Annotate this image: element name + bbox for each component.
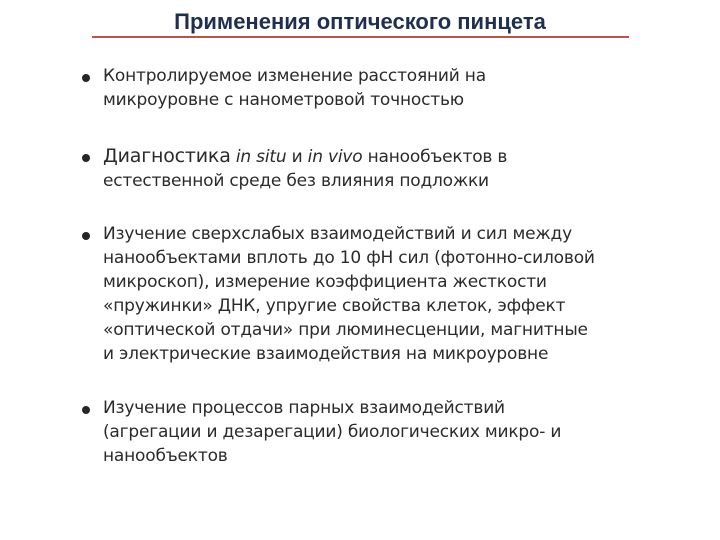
bullet-text (103, 396, 673, 468)
text-line: нанообъектов (103, 446, 228, 466)
text-line: и электрические взаимодействия на микроуровне (103, 344, 549, 364)
bullet-text (103, 64, 673, 112)
bullet-icon (82, 232, 90, 240)
text-line: «оптической отдачи» при люминесценции, магнитные (103, 320, 588, 340)
bullet-icon (82, 154, 90, 162)
text-line: естественной среде без влияния подложки (103, 171, 489, 191)
text-word: Диагностика (103, 145, 231, 167)
text-line: Изучение процессов парных взаимодействий (103, 398, 505, 418)
text-line: нанообъектами вплоть до 10 фН сил (фотонно-силовой (103, 248, 595, 268)
bullet-text (103, 222, 673, 366)
bullet-text (103, 144, 673, 193)
text-line (103, 144, 673, 169)
text-line: микроуровне с нанометровой точностью (103, 90, 464, 110)
text-line: (агрегации и дезарегации) биологических микро- и (103, 422, 562, 442)
italic-term: in vivo (307, 147, 363, 167)
bullet-icon (82, 74, 90, 82)
bullet-icon (82, 406, 90, 414)
text-conjunction: и (286, 147, 308, 167)
text-fragment: нанообъектов в (362, 147, 508, 167)
italic-term: in situ (235, 147, 287, 167)
text-line: Изучение сверхслабых взаимодействий и сил между (103, 224, 572, 244)
text-line: микроскоп), измерение коэффициента жесткости (103, 272, 547, 292)
text-line: «пружинки» ДНК, упругие свойства клеток, эффект (103, 296, 566, 316)
page-title: Применения оптического пинцета (174, 9, 546, 34)
text-line: Контролируемое изменение расстояний на (103, 66, 486, 86)
